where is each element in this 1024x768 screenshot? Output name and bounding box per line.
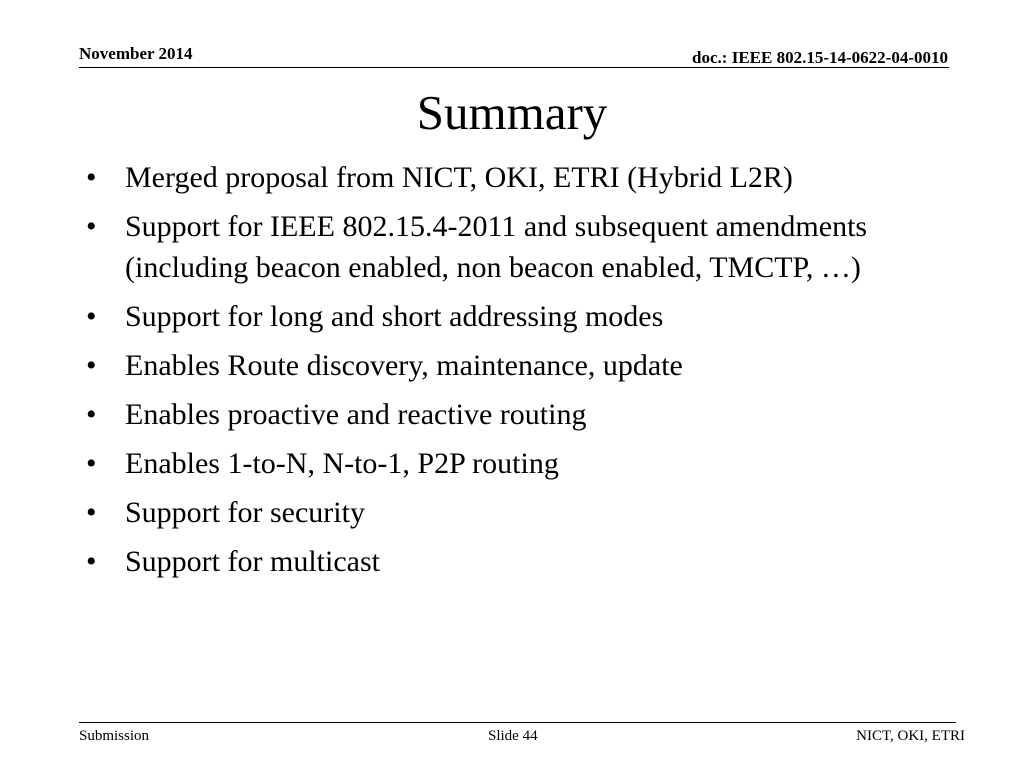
footer-slide-number: Slide 44 (488, 728, 538, 744)
bullet-text: Enables 1-to-N, N-to-1, P2P routing (125, 447, 559, 480)
bullet-text: Support for security (125, 496, 365, 529)
bullet-text: Support for IEEE 802.15.4-2011 and subsequent amendments (including beacon enabled, non beacon enabled, TMCTP, …) (125, 210, 868, 284)
bullet-text: Support for multicast (125, 545, 380, 578)
footer-submission: Submission (79, 728, 150, 744)
bullet-icon: • (86, 349, 97, 382)
bullet-icon: • (86, 161, 97, 194)
bullet-text: Enables Route discovery, maintenance, update (125, 349, 683, 382)
bullet-item (86, 394, 916, 435)
bullet-text: Merged proposal from NICT, OKI, ETRI (Hybrid L2R) (125, 161, 793, 194)
bullet-icon: • (86, 398, 97, 431)
header-divider (79, 67, 949, 68)
bullet-item (86, 492, 916, 533)
footer-divider (79, 722, 956, 723)
slide-title: Summary (416, 85, 608, 140)
bullet-icon: • (86, 447, 97, 480)
bullet-item (86, 157, 916, 198)
header-date: November 2014 (79, 44, 193, 63)
bullet-icon: • (86, 210, 97, 243)
bullet-text: Enables proactive and reactive routing (125, 398, 587, 431)
bullet-icon: • (86, 300, 97, 333)
bullet-icon: • (86, 496, 97, 529)
bullet-item (86, 296, 916, 337)
bullet-list (86, 157, 916, 590)
bullet-item (86, 541, 916, 582)
footer-authors: NICT, OKI, ETRI (856, 728, 965, 744)
bullet-item (86, 443, 916, 484)
bullet-item (86, 345, 916, 386)
bullet-item (86, 206, 916, 288)
bullet-text: Support for long and short addressing modes (125, 300, 664, 333)
header-doc-id: doc.: IEEE 802.15-14-0622-04-0010 (692, 48, 948, 67)
bullet-icon: • (86, 545, 97, 578)
